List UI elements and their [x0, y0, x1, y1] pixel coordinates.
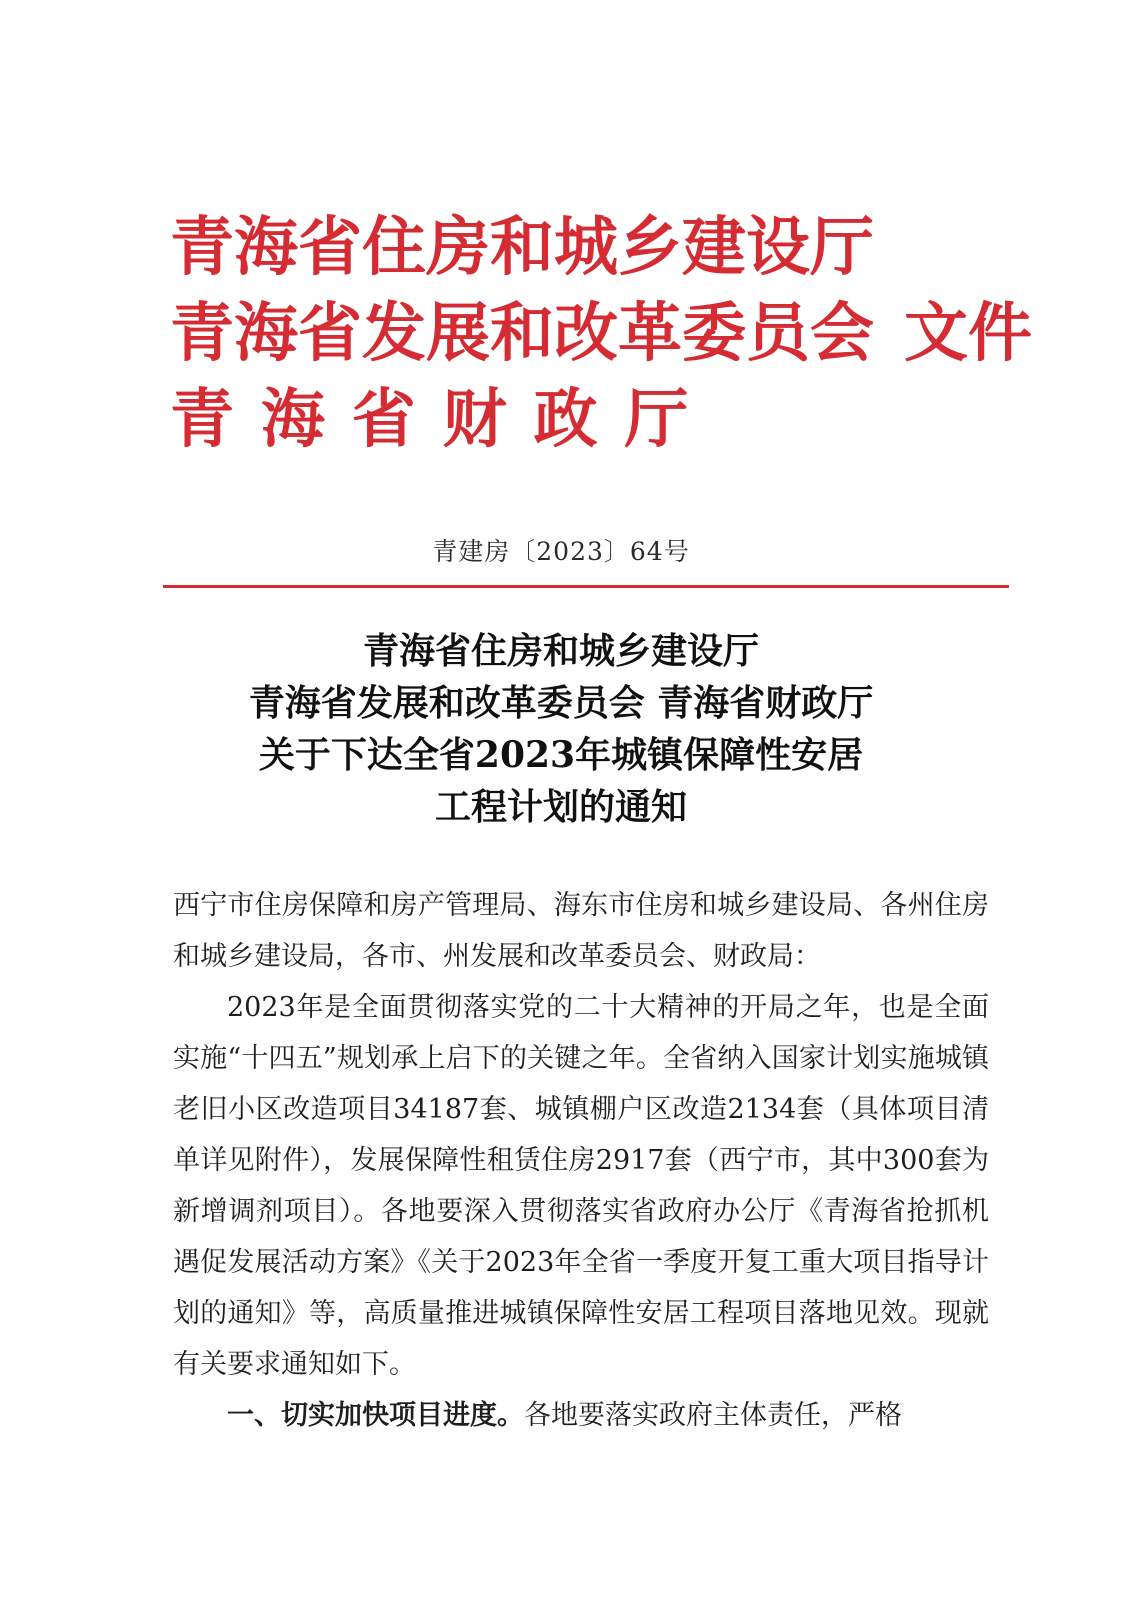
document-number: 青建房〔2023〕64号 — [432, 537, 690, 566]
document-header — [170, 205, 1032, 463]
document-title — [0, 625, 1122, 833]
issuer-list — [170, 205, 874, 463]
issuer-finance-department: 青海省财政厅 — [170, 382, 716, 457]
issuer-development-commission: 青海省发展和改革委员会 — [170, 296, 874, 371]
addressee: 西宁市住房保障和房产管理局、海东市住房和城乡建设局、各州住房和城乡建设局，各市、州发展和改革委员会、财政局： — [173, 890, 989, 972]
title-line: 青海省发展和改革委员会 青海省财政厅 — [248, 682, 874, 724]
body-paragraph: 2023年是全面贯彻落实党的二十大精神的开局之年，也是全面实施“十四五”规划承上启下的关键之年。全省纳入国家计划实施城镇老旧小区改造项目34187套、城镇棚户区改造2134套（具体项目清单详见附件），发展保障性租赁住房2917套（西宁市，其中300套为新增调剂项目）。各地要深入贯彻落实省政府办公厅《青海省抢抓机遇促发展活动方案》《关于2023年全省一季度开复工重大项目指导计划的通知》等，高质量推进城镇保障性安居工程项目落地见效。现就有关要求通知如下。 — [173, 992, 989, 1380]
section-text: 各地要落实政府主体责任，严格 — [524, 1400, 902, 1431]
issuer-group — [170, 205, 1032, 463]
document-word: 文件 — [904, 296, 1032, 371]
title-line: 关于下达全省2023年城镇保障性安居 — [258, 734, 864, 776]
issuer-housing-department: 青海省住房和城乡建设厅 — [170, 210, 874, 285]
red-divider-line — [163, 585, 1009, 588]
title-line: 青海省住房和城乡建设厅 — [362, 630, 759, 672]
section-heading: 一、切实加快项目进度。 — [227, 1400, 524, 1431]
document-body — [173, 880, 989, 1441]
title-line: 工程计划的通知 — [434, 786, 687, 828]
section-paragraph — [173, 1390, 989, 1441]
